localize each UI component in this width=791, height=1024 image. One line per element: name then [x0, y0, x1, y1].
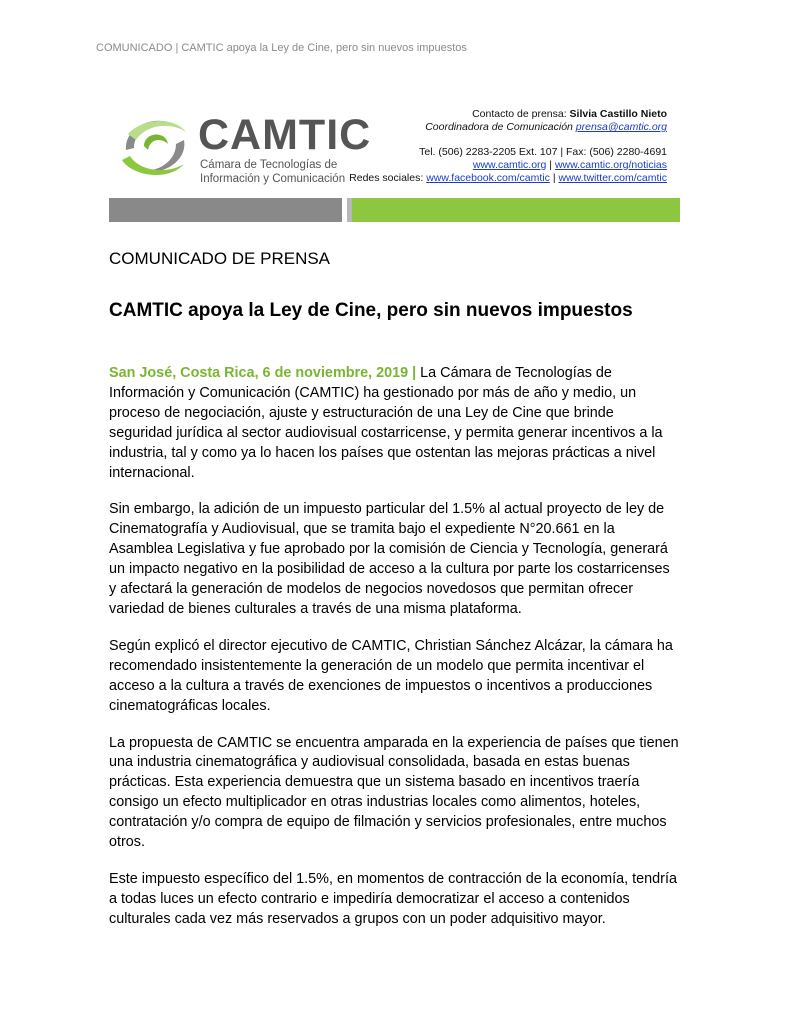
contact-web-line: [349, 159, 667, 172]
social-label: Redes sociales:: [349, 172, 427, 185]
contact-phone: Tel. (506) 2283-2205 Ext. 107 | Fax: (506) 2280-4691: [419, 145, 667, 158]
link-separator: |: [546, 158, 555, 171]
logo-subtitle: [200, 158, 345, 187]
logo-subtitle-line-1: Cámara de Tecnologías de: [200, 159, 338, 171]
contact-social-line: [349, 172, 667, 185]
dateline: San José, Costa Rica, 6 de noviembre, 2019 |: [109, 365, 417, 381]
link-separator: |: [549, 172, 559, 185]
paragraph-3: Según explicó el director ejecutivo de CAMTIC, Christian Sánchez Alcázar, la cámara ha recomendado insistentemente la generación de un modelo que permita incentivar el acceso a la cultura a través de exenciones de impuestos o incentivos a producciones cinematográficas locales.: [109, 637, 673, 714]
article-body: [109, 364, 679, 947]
headline: CAMTIC apoya la Ley de Cine, pero sin nuevos impuestos: [109, 300, 633, 321]
header-bar-green: [352, 198, 680, 222]
contact-role: Coordinadora de Comunicación: [425, 121, 573, 134]
paragraph-2: Sin embargo, la adición de un impuesto particular del 1.5% al actual proyecto de ley de Cinematografía y Audiovisual, que se tramita bajo el expediente N°20.661 en la Asamblea Legislativa y fue aprobado por la comisión de Ciencia y Tecnología, generará un impacto negativo en la posibilidad de acceso a la cultura por parte los costarricenses y afectará la generación de modelos de negocios novedosos que permitan ofrecer variedad de bienes culturales a través de una misma plataforma.: [109, 501, 670, 617]
camtic-logo: [118, 110, 372, 186]
press-release-label: COMUNICADO DE PRENSA: [109, 249, 331, 268]
paragraph-1-text: La Cámara de Tecnologías de Información y Comunicación (CAMTIC) ha gestionado por más de año y medio, un proceso de negociación, ajuste y estructuración de una Ley de Cine que brinde seguridad jurídica al sector audiovisual costarricense, y permita generar incentivos a la industria, tal y como ya lo hacen los países que ostentan las mejoras prácticas a nivel internacional.: [109, 365, 663, 481]
website-link[interactable]: www.camtic.org: [472, 158, 547, 171]
camtic-logo-mark-icon: [118, 110, 190, 182]
press-contact-block: [349, 108, 667, 185]
running-header: COMUNICADO | CAMTIC apoya la Ley de Cine, pero sin nuevos impuestos: [96, 42, 467, 54]
paragraph-4: La propuesta de CAMTIC se encuentra amparada en la experiencia de países que tienen una industria cinematográfica y audiovisual consolidada, basada en estas buenas prácticas. Esta experiencia demuestra que un sistema basado en incentivos traería consigo un efecto multiplicador en otras industrias locales como alimentos, hoteles, contratación y/o compra de equipo de filmación y servicios profesionales, entre muchos otros.: [109, 734, 679, 851]
header-bar-gray: [109, 198, 342, 222]
logo-wordmark: CAMTIC: [198, 111, 372, 159]
paragraph-1: [109, 364, 679, 483]
contact-line: [349, 108, 667, 121]
facebook-link[interactable]: www.facebook.com/camtic: [426, 172, 550, 185]
contact-label: Contacto de prensa:: [472, 108, 570, 120]
contact-role-line: [349, 121, 667, 134]
news-link[interactable]: www.camtic.org/noticias: [554, 158, 667, 171]
twitter-link[interactable]: www.twitter.com/camtic: [558, 172, 667, 185]
contact-email-link[interactable]: prensa@camtic.org: [575, 121, 667, 134]
contact-name: Silvia Castillo Nieto: [569, 108, 667, 120]
logo-subtitle-line-2: Información y Comunicación: [200, 173, 346, 186]
paragraph-5: Este impuesto específico del 1.5%, en momentos de contracción de la economía, tendría a todas luces un efecto contrario e impediría democratizar el acceso a contenidos culturales cada vez más reservados a grupos con un poder adquisitivo mayor.: [109, 870, 677, 927]
